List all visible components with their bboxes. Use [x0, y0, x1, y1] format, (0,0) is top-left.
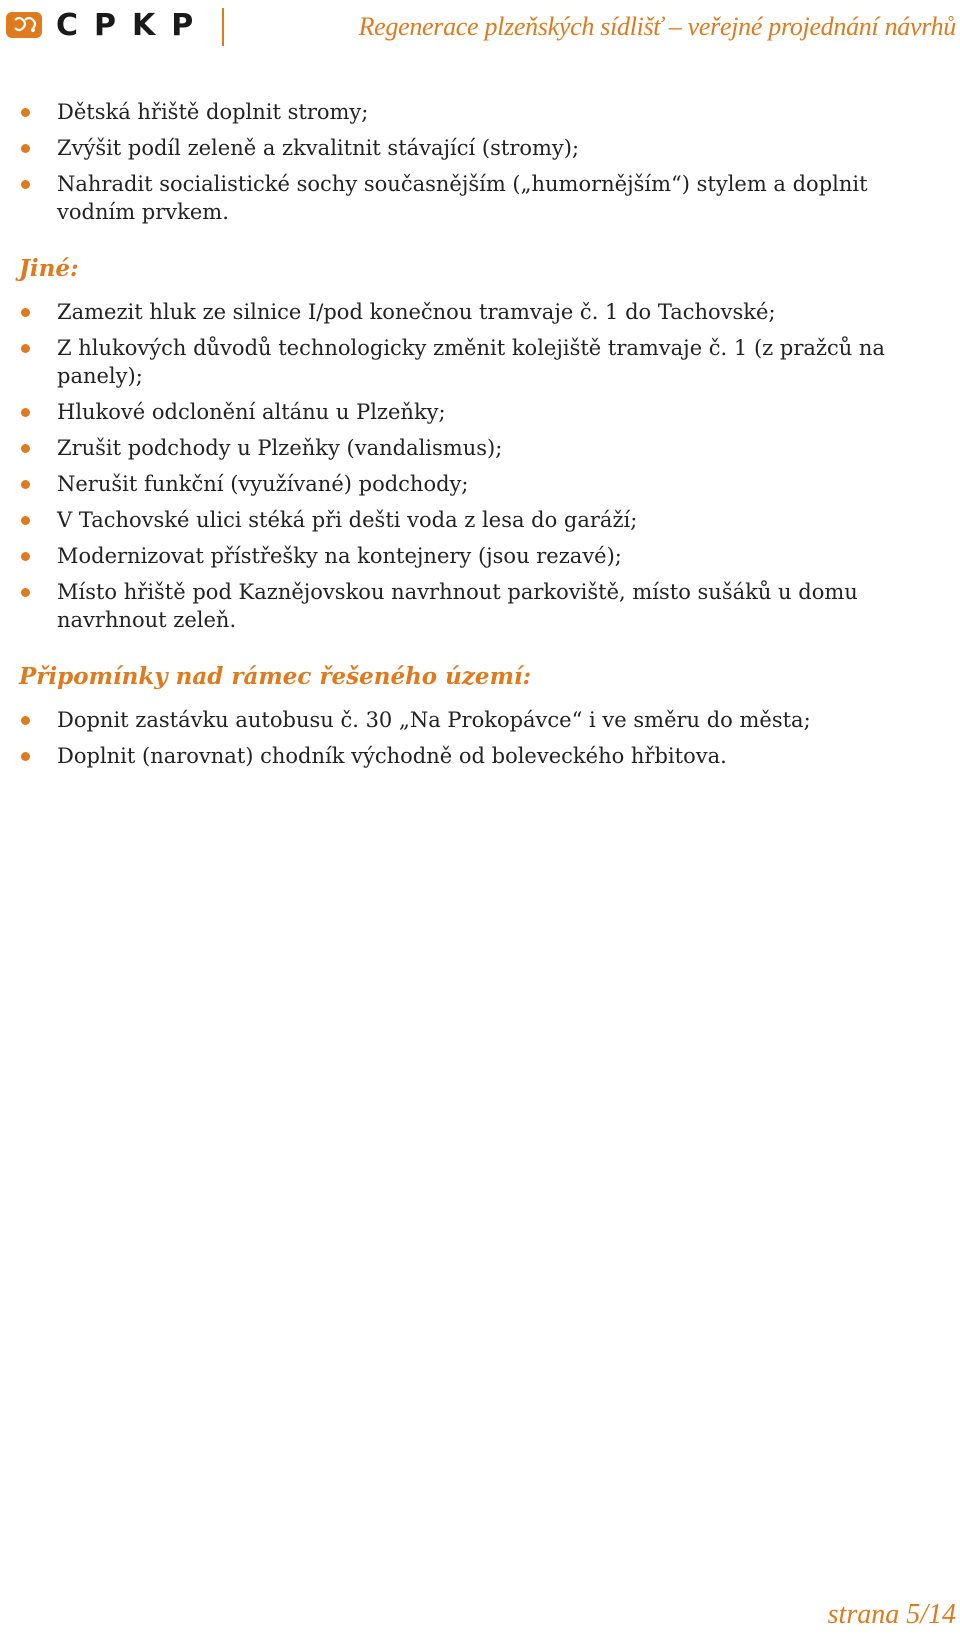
- list-item: V Tachovské ulici stéká při dešti voda z lesa do garáží;: [0, 506, 940, 534]
- document-title: Regenerace plzeňských sídlišť – veřejné projednání návrhů: [358, 12, 956, 41]
- pripominky-list: [0, 706, 940, 770]
- cpkp-logo-wordmark: [56, 10, 236, 40]
- list-item: Dětská hřiště doplnit stromy;: [0, 98, 940, 126]
- page-header: [0, 0, 960, 56]
- section-heading-jine: Jiné:: [19, 255, 79, 282]
- list-item: Modernizovat přístřešky na kontejnery (jsou rezavé);: [0, 542, 940, 570]
- page-number: strana 5/14: [827, 1599, 956, 1630]
- list-item: Zamezit hluk ze silnice I/pod konečnou tramvaje č. 1 do Tachovské;: [0, 298, 940, 326]
- header-divider: [222, 8, 224, 46]
- list-item: Zrušit podchody u Plzeňky (vandalismus);: [0, 434, 940, 462]
- section-heading-pripominky: Připomínky nad rámec řešeného území:: [19, 663, 532, 690]
- top-list: [0, 98, 940, 226]
- document-body: [0, 98, 940, 778]
- list-item: Hlukové odclonění altánu u Plzeňky;: [0, 398, 940, 426]
- cpkp-logo: [6, 10, 236, 40]
- list-item: Místo hřiště pod Kaznějovskou navrhnout parkoviště, místo sušáků u domu navrhnout zeleň.: [0, 578, 940, 634]
- list-item: Nerušit funkční (využívané) podchody;: [0, 470, 940, 498]
- cpkp-logo-icon: [6, 12, 42, 38]
- list-item: Zvýšit podíl zeleně a zkvalitnit stávající (stromy);: [0, 134, 940, 162]
- logo-wordmark-text: CPKP: [56, 10, 210, 40]
- list-item: Doplnit (narovnat) chodník východně od boleveckého hřbitova.: [0, 742, 940, 770]
- list-item: Dopnit zastávku autobusu č. 30 „Na Prokopávce“ i ve směru do města;: [0, 706, 940, 734]
- list-item: Z hlukových důvodů technologicky změnit kolejiště tramvaje č. 1 (z pražců na panely);: [0, 334, 940, 390]
- list-item: Nahradit socialistické sochy současnějším („humornějším“) stylem a doplnit vodním prvkem.: [0, 170, 940, 226]
- jine-list: [0, 298, 940, 634]
